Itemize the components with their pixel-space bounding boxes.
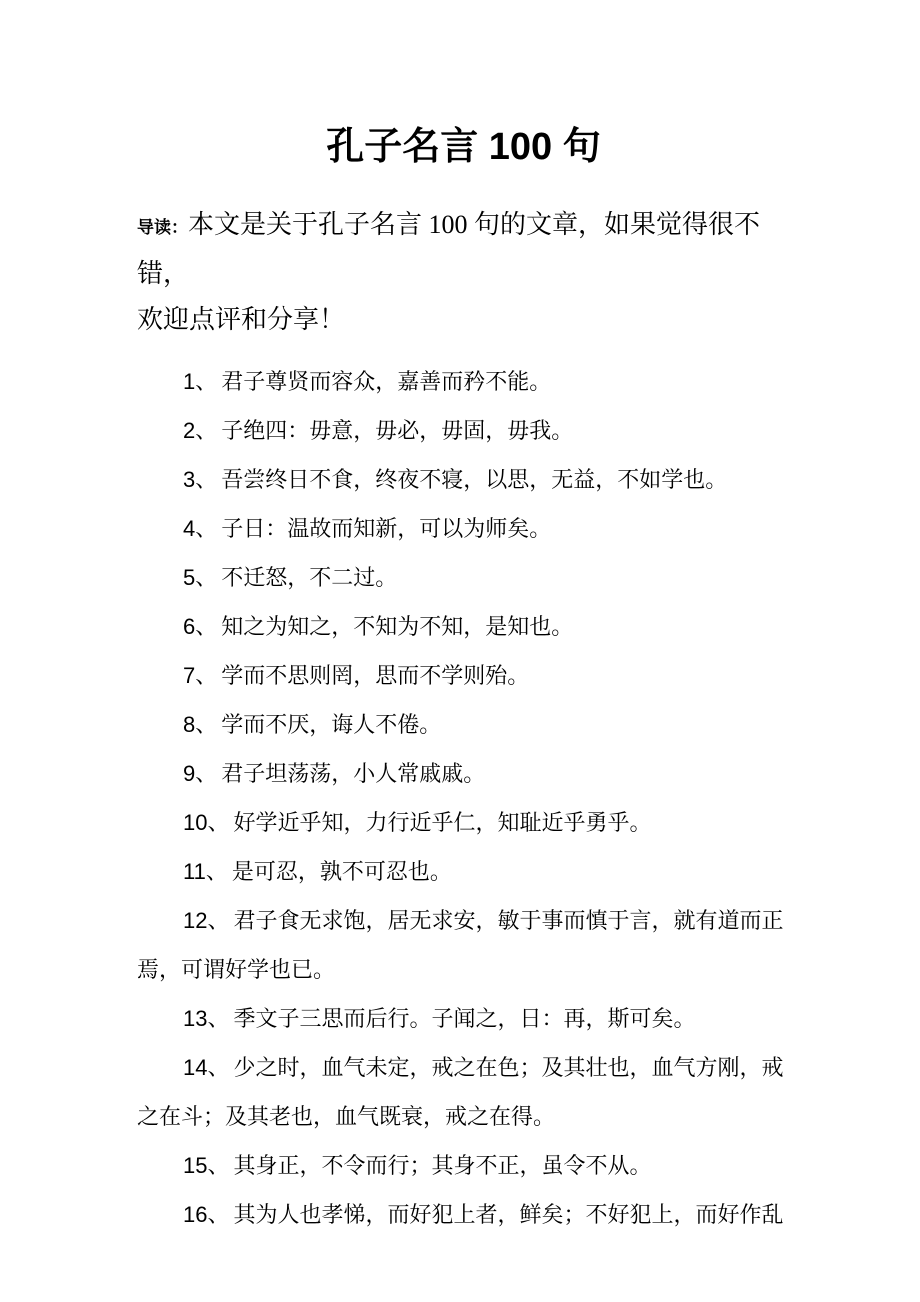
quote-number: 3、 bbox=[183, 467, 218, 492]
quote-number: 12、 bbox=[183, 908, 230, 933]
quote-item bbox=[137, 1190, 790, 1239]
quote-line: 3、 吾尝终日不食，终夜不寝，以思，无益，不如学也。 bbox=[183, 467, 728, 492]
quote-line: 7、 学而不思则罔，思而不学则殆。 bbox=[183, 663, 530, 688]
quote-number: 14、 bbox=[183, 1055, 230, 1080]
quote-item bbox=[137, 406, 790, 455]
quote-number: 8、 bbox=[183, 712, 218, 737]
quote-number: 16、 bbox=[183, 1202, 230, 1227]
quote-item bbox=[137, 1141, 790, 1190]
quote-line: 16、 其为人也孝悌，而好犯上者，鲜矣；不好犯上，而好作乱 bbox=[183, 1202, 784, 1227]
quote-number: 5、 bbox=[183, 565, 218, 590]
quote-number: 7、 bbox=[183, 663, 218, 688]
quote-line: 1、 君子尊贤而容众，嘉善而矜不能。 bbox=[183, 369, 552, 394]
quote-number: 6、 bbox=[183, 614, 218, 639]
quote-item bbox=[137, 651, 790, 700]
intro-paragraph bbox=[137, 202, 790, 343]
quote-item bbox=[137, 553, 790, 602]
page-title: 孔子名言 100 句 bbox=[326, 126, 601, 168]
intro-line bbox=[137, 202, 790, 297]
quote-line: 14、 少之时，血气未定，戒之在色；及其壮也，血气方刚，戒 bbox=[183, 1055, 784, 1080]
quote-item bbox=[137, 798, 790, 847]
quote-list bbox=[137, 357, 790, 1239]
quote-line: 9、 君子坦荡荡，小人常戚戚。 bbox=[183, 761, 486, 786]
intro-label: 导读： bbox=[137, 218, 188, 237]
quote-number: 11、 bbox=[183, 859, 228, 884]
quote-number: 15、 bbox=[183, 1153, 230, 1178]
quote-item bbox=[137, 700, 790, 749]
quote-line: 10、 好学近乎知，力行近乎仁，知耻近乎勇乎。 bbox=[183, 810, 652, 835]
quote-line: 12、 君子食无求饱，居无求安，敏于事而慎于言，就有道而正 bbox=[183, 908, 784, 933]
quote-line: 13、 季文子三思而后行。子闻之，日：再，斯可矣。 bbox=[183, 1006, 696, 1031]
intro-text: 本文是关于孔子名言 100 句的文章，如果觉得很不错， bbox=[137, 210, 761, 288]
quote-line: 2、 子绝四：毋意，毋必，毋固，毋我。 bbox=[183, 418, 574, 443]
quote-line: 5、 不迁怒，不二过。 bbox=[183, 565, 398, 590]
quote-line: 15、 其身正，不令而行；其身不正，虽令不从。 bbox=[183, 1153, 652, 1178]
quote-item bbox=[137, 896, 790, 994]
quote-item bbox=[137, 1043, 790, 1141]
quote-item bbox=[137, 602, 790, 651]
quote-line: 4、 子日：温故而知新，可以为师矣。 bbox=[183, 516, 552, 541]
quote-number: 10、 bbox=[183, 810, 230, 835]
intro-line: 欢迎点评和分享！ bbox=[137, 305, 346, 334]
quote-number: 2、 bbox=[183, 418, 218, 443]
quote-number: 1、 bbox=[183, 369, 218, 394]
quote-number: 13、 bbox=[183, 1006, 230, 1031]
quote-item bbox=[137, 994, 790, 1043]
quote-number: 9、 bbox=[183, 761, 218, 786]
quote-item bbox=[137, 455, 790, 504]
quote-line: 11、 是可忍，孰不可忍也。 bbox=[183, 859, 452, 884]
quote-number: 4、 bbox=[183, 516, 218, 541]
quote-item bbox=[137, 847, 790, 896]
quote-line: 之在斗；及其老也，血气既衰，戒之在得。 bbox=[137, 1104, 556, 1129]
quote-line: 焉，可谓好学也已。 bbox=[137, 957, 336, 982]
quote-line: 6、 知之为知之，不知为不知，是知也。 bbox=[183, 614, 574, 639]
quote-line: 8、 学而不厌，诲人不倦。 bbox=[183, 712, 442, 737]
quote-item bbox=[137, 504, 790, 553]
quote-item bbox=[137, 749, 790, 798]
quote-item bbox=[137, 357, 790, 406]
